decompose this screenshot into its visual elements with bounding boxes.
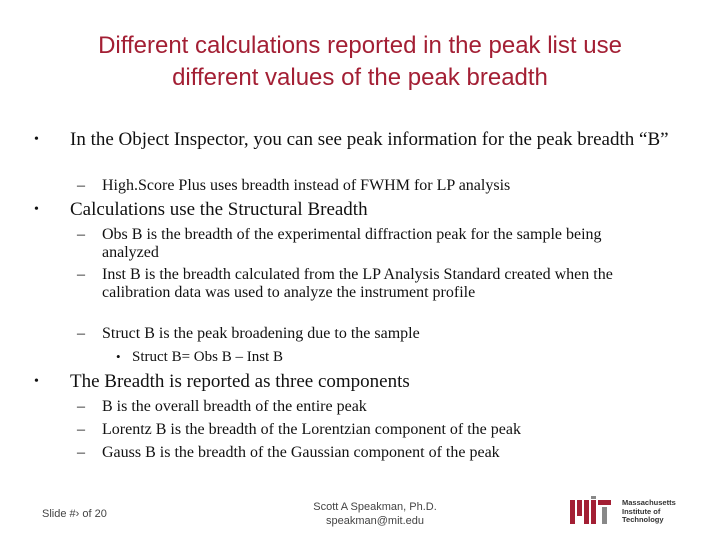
bullet-2-sub-1-text: Obs B is the breadth of the experimental diffraction peak for the sample being analyzed: [102, 226, 602, 261]
bullet-marker: •: [34, 202, 39, 217]
dash-marker: –: [77, 177, 85, 194]
dash-marker: –: [77, 398, 85, 415]
bullet-3-sub-2: [77, 421, 682, 439]
bullet-3: [34, 371, 670, 392]
dash-marker: –: [77, 325, 85, 342]
bullet-1-sub-1: [77, 177, 682, 195]
bullet-2-sub-2: [77, 266, 662, 302]
author-email: speakman@mit.edu: [326, 515, 424, 527]
bullet-2-sub-3-sub-1-text: Struct B= Obs B – Inst B: [132, 349, 283, 365]
bullet-2-sub-3-sub-1: [116, 348, 632, 366]
bullet-3-sub-2-text: Lorentz B is the breadth of the Lorentzian component of the peak: [102, 421, 521, 438]
bullet-marker: •: [34, 374, 39, 389]
bullet-2-sub-2-text: Inst B is the breadth calculated from the LP Analysis Standard created when the calibration data was used to analyze the instrument profile: [102, 266, 613, 301]
dash-marker: –: [77, 266, 85, 283]
bullet-2-sub-3-text: Struct B is the peak broadening due to the sample: [102, 325, 420, 342]
title-line-2: different values of the peak breadth: [172, 64, 548, 91]
bullet-marker: •: [34, 132, 39, 147]
bullet-3-sub-3-text: Gauss B is the breadth of the Gaussian component of the peak: [102, 444, 500, 461]
title-line-1: Different calculations reported in the peak list use: [98, 32, 622, 59]
logo-line-2: Institute of: [622, 506, 661, 516]
logo-line-1: Massachusetts: [622, 498, 676, 507]
bullet-1-text: In the Object Inspector, you can see peak information for the peak breadth “B”: [70, 129, 669, 150]
bullet-3-sub-3: [77, 444, 682, 462]
slide-number: Slide #› of 20: [42, 508, 107, 520]
bullet-2-text: Calculations use the Structural Breadth: [70, 199, 368, 220]
logo-line-3: Technology: [622, 515, 664, 524]
bullet-1-sub-1-text: High.Score Plus uses breadth instead of FWHM for LP analysis: [102, 177, 511, 194]
dash-marker: –: [77, 226, 85, 243]
bullet-3-sub-1-text: B is the overall breadth of the entire peak: [102, 398, 367, 415]
bullet-marker: •: [116, 349, 121, 364]
logo-wordmark: [622, 499, 702, 525]
dash-marker: –: [77, 421, 85, 438]
author-credit: [300, 500, 450, 528]
dash-marker: –: [77, 444, 85, 461]
author-name: Scott A Speakman, Ph.D.: [313, 501, 437, 513]
bullet-2: [34, 199, 670, 220]
bullet-1: [34, 129, 670, 150]
bullet-3-text: The Breadth is reported as three components: [70, 371, 410, 392]
bullet-2-sub-3: [77, 325, 662, 343]
bullet-2-sub-1: [77, 226, 662, 262]
bullet-3-sub-1: [77, 398, 682, 416]
